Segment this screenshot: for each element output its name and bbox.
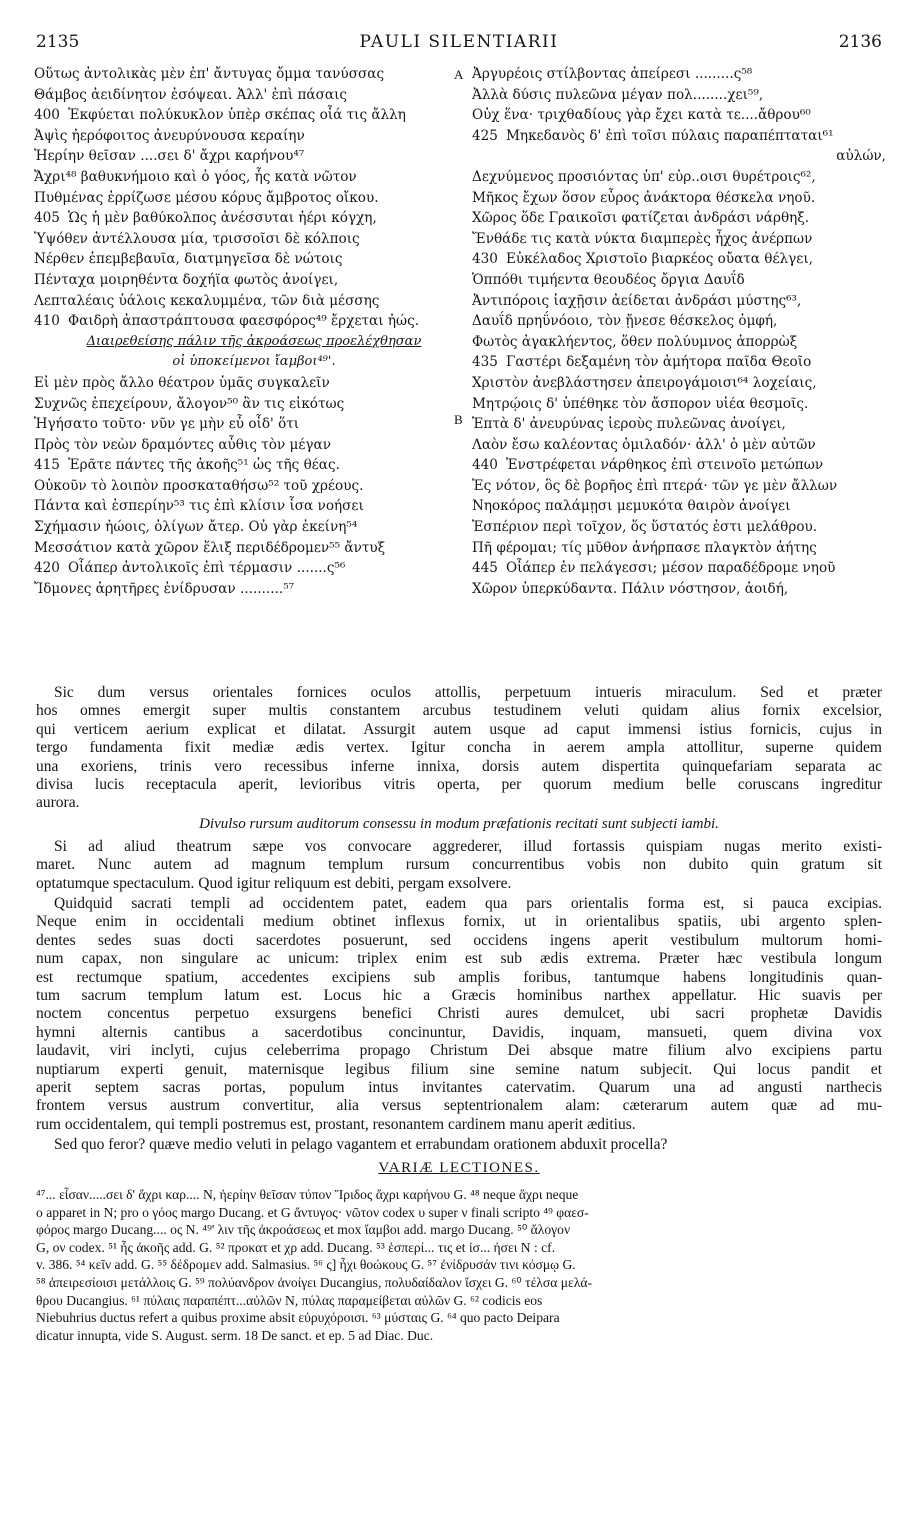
- verse-line: [34, 64, 474, 85]
- latin-translation-paragraph-1: [36, 684, 882, 813]
- verse-line: [34, 373, 474, 394]
- text-line: aurora.: [36, 794, 80, 812]
- verse-line: [34, 291, 474, 312]
- text-line: tergo fundamenta fixit mediæ ædis vertex. Igitur concha in aerem ampla attollitur, superne quidem: [36, 739, 882, 757]
- verse-text: Ἐς νότον, ὃς δὲ βορῆος ἐπὶ πτερά· τῶν γε μὲν ἄλλων: [472, 477, 838, 494]
- right-verse-column: [472, 64, 886, 599]
- text-line: Sic dum versus orientales fornices oculos attollis, perpetuum intueris miraculum. Sed et præter: [54, 684, 882, 701]
- greek-verse-columns: [34, 64, 886, 672]
- greek-intertitle-line: οἱ ὑποκείμενοι ἴαμβοι⁴⁹'.: [172, 354, 336, 370]
- verse-number: 435: [472, 354, 498, 371]
- verse-number: 430: [472, 251, 498, 268]
- verse-text: Ἑπτὰ δ' ἀνευρύνας ἱεροὺς πυλεῶνας ἀνοίγει,: [472, 416, 786, 433]
- verse-line: [34, 208, 474, 229]
- verse-line: [472, 352, 886, 373]
- verse-text: Λεπταλέαις ὑάλοις κεκαλυμμένα, τῶν διὰ μέσσης: [34, 292, 380, 309]
- verse-text: Μεσσάτιον κατὰ χῶρον ἕλιξ περιδέδρομεν⁵⁵ ἄντυξ: [34, 539, 386, 556]
- verse-line: [472, 455, 886, 476]
- verse-line: [472, 476, 886, 497]
- latin-intertitle: Divulso rursum auditorum consessu in modum præfationis recitati sunt subjecti iambi.: [199, 816, 719, 832]
- verse-text: Πῆ φέρομαι; τίς μῦθον ἀνήρπασε πλαγκτὸν ἀήτης: [472, 539, 817, 556]
- variant-reading-line: v. 386. ⁵⁴ κεῖν add. G. ⁵⁵ δέδρομεν add. Salmasius. ⁵⁶ ς] ἦχι θοώκους G. ⁵⁷ ἐνίδρυσάν τινι κόσμῳ G.: [36, 1257, 576, 1273]
- verse-line: [472, 85, 886, 106]
- verse-number: 420: [34, 560, 60, 577]
- text-line: Si ad aliud theatrum sæpe vos convocare aggrederer, illud fortassis quispiam nugas merito existi-: [54, 838, 882, 855]
- variae-lectiones-notes: [36, 1186, 882, 1344]
- verse-text: Φαιδρὴ ἀπαστράπτουσα φαεσφόρος⁴⁹ ἔρχεται ἠώς.: [68, 313, 420, 330]
- variant-reading-line: G, ον codex. ⁵¹ ἧς ἀκοῆς add. G. ⁵² προκατ et χρ add. Ducang. ⁵³ ἑσπερί... τις et ἰσ... ἠσει N : cf.: [36, 1239, 556, 1255]
- text-line: Neque enim in occidentali medium obtinet inflexus fornix, ut in orientalibus spatiis, ubi argento splen-: [36, 913, 882, 931]
- verse-line: [34, 476, 474, 497]
- verse-text: Οἷάπερ ἀντολικοῖς ἐπὶ τέρμασιν .......ς⁵⁶: [68, 560, 346, 577]
- verse-text: Θάμβος ἀειδίνητον ἐσόψεαι. Ἀλλ' ἐπὶ πάσαις: [34, 86, 348, 103]
- verse-text: Οὐχ ἕνα· τριχθαδίους γὰρ ἔχει κατὰ τε....ἄθρου⁶⁰: [472, 107, 811, 124]
- verse-line: [34, 126, 474, 147]
- verse-line: [472, 558, 886, 579]
- text-line: nuptiarum experti genuit, maternisque legibus filium sine semine natum subjecit. Qui locus pandit et: [36, 1060, 882, 1078]
- verse-text: Ἑσπέριον περὶ τοῖχον, ὅς ὕστατός ἐστι μελάθρου.: [472, 519, 818, 536]
- verse-text: Ἀλλὰ δύσις πυλεῶνα μέγαν πολ........χει⁵⁹,: [472, 86, 764, 103]
- verse-number: 440: [472, 457, 498, 474]
- verse-text: Χῶρον ὑπερκύδαντα. Πάλιν νόστησον, ἀοιδή,: [472, 580, 789, 597]
- text-line: tum sacrum templum latum est. Locus hic a Græcis hominibus narthex appellatur. Hic suavis per: [36, 986, 882, 1004]
- verse-line: [472, 311, 886, 332]
- text-line: optatumque spectaculum. Quod igitur reliquum est debiti, pergam exsolvere.: [36, 874, 512, 892]
- verse-line: [34, 229, 474, 250]
- text-line: aperit septem sacras portas, populum intus invitantes catervatim. Quarum una ad angusti narthecis: [36, 1078, 882, 1096]
- latin-translation-paragraph-4: [36, 1136, 882, 1154]
- verse-line: [34, 435, 474, 456]
- verse-line: [34, 146, 474, 167]
- verse-text: Λαὸν ἔσω καλέοντας ὁμιλαδόν· ἀλλ' ὁ μὲν αὐτῶν: [472, 436, 816, 453]
- text-line: maret. Nunc autem ad magnum templum rursum concurrentibus vobis non dubito quin gratum sit: [36, 856, 882, 874]
- text-line: est rectumque spatium, accedentes excipiens sub amplis foribus, tantumque habens longitudinis quan-: [36, 968, 882, 986]
- verse-number: 415: [34, 457, 60, 474]
- text-line: divisa lucis receptacula aperit, levioribus vitris operta, per quorum medium belle coruscans ingreditur: [36, 775, 882, 793]
- verse-line: [472, 208, 886, 229]
- verse-text: Ἄχρι⁴⁸ βαθυκνήμοιο καὶ ὁ γόος, ἧς κατὰ νῶτον: [34, 168, 357, 185]
- verse-line: [472, 188, 886, 209]
- verse-text: Ὡς ἡ μὲν βαθύκολπος ἀνέσσυται ἠέρι κόγχη,: [68, 210, 377, 227]
- verse-text: Ἠερίην θεῖσαν ....σει δ' ἄχρι καρήνου⁴⁷: [34, 148, 305, 165]
- variant-reading-line: ⁵⁸ ἀπειρεσίοισι μετάλλοις G. ⁵⁹ πολύανδρον ἀνοίγει Ducangius, πολυδαίδαλον ἴσχει G. ⁶⁰ τέλσα μελά-: [36, 1274, 592, 1290]
- verse-line: [472, 538, 886, 559]
- running-header: [36, 32, 882, 56]
- verse-line: [472, 249, 886, 270]
- text-line: dentes sedes suas docti sacerdotes posuerunt, sed occidens ingens aperit vestibulum multorum homi-: [36, 931, 882, 949]
- text-line: noctem concentus perpetuo exsurgens benefici Christi aures demulcet, ubi sacri prophetæ Davidis: [36, 1005, 882, 1023]
- text-line: hymni alternis cantibus a sacerdotibus concinuntur, Davidis, inquam, mansueti, quem divina vox: [36, 1023, 882, 1041]
- verse-text: Χῶρος ὅδε Γραικοῖσι φατίζεται ἀνδράσι νάρθηξ.: [472, 210, 810, 227]
- text-line: Quidquid sacrati templi ad occidentem patet, eadem qua pars orientalis forma est, si pauca excipias.: [54, 895, 882, 912]
- verse-line: [472, 291, 886, 312]
- verse-text: Νηοκόρος παλάμῃσι μεμυκότα θαιρὸν ἀνοίγει: [472, 498, 791, 515]
- latin-translation-paragraph-2: [36, 838, 882, 893]
- verse-line: [34, 579, 474, 600]
- verse-line: [472, 579, 886, 600]
- verse-text: Ἀργυρέοις στίλβοντας ἀπείρεσι .........ς⁵⁸: [472, 66, 753, 82]
- verse-text: Ἴδμονες ἀρητῆρες ἐνίδρυσαν ..........⁵⁷: [34, 580, 295, 597]
- verse-text: Ἡγήσατο τοῦτο· νῦν γε μὴν εὖ οἶδ' ὅτι: [34, 416, 300, 433]
- verse-text: Δαυΐδ πρηΰνόοιο, τὸν ᾔνεσε θέσκελος ὀμφή,: [472, 313, 778, 330]
- text-line: qui verticem aerium explicat et dilatat. Assurgit autem usque ad caput immensi istius fornicis, cujus in: [36, 720, 882, 738]
- verse-line: [472, 517, 886, 538]
- verse-text: Οὐκοῦν τὸ λοιπὸν προσκαταθήσω⁵² τοῦ χρέους.: [34, 477, 364, 494]
- verse-line: [34, 85, 474, 106]
- verse-text: αὐλών,: [836, 148, 886, 165]
- verse-text: Δεχνύμενος προσιόντας ὑπ' εὐρ..οισι θυρέτροις⁶²,: [472, 168, 816, 185]
- text-line: num capax, non singulare ac unicum: triplex enim est sub ædis extrema. Præter hæc vestibula longum: [36, 950, 882, 968]
- greek-intertitle-line: Διαιρεθείσης πάλιν τῆς ἀκροάσεως προελέχθησαν: [86, 333, 422, 349]
- verse-line: [472, 167, 886, 188]
- verse-line: [34, 105, 474, 126]
- verse-text: Ἐνστρέφεται νάρθηκος ἐπὶ στεινοῖο μετώπων: [506, 457, 824, 474]
- verse-text: Συχνῶς ἐπεχείρουν, ἄλογον⁵⁰ ἂν τις εἰκότως: [34, 395, 345, 412]
- verse-text: Μηκεδανὸς δ' ἐπὶ τοῖσι πύλαις παραπέπταται⁶¹: [506, 127, 834, 144]
- verse-line: [472, 270, 886, 291]
- variant-reading-line: ⁴⁷... εἶσαν.....σει δ' ἄχρι καρ.... N, ἠερίην θεῖσαν τύπον Ἴριδος ἄχρι καρήνου G. ⁴⁸ neque ἄχρι neque: [36, 1187, 579, 1202]
- verse-line: [472, 229, 886, 250]
- verse-text: Ὑψόθεν ἀντέλλουσα μία, τρισσοῖσι δὲ κόλποις: [34, 230, 360, 247]
- variant-reading-line: ο apparet in N; pro ο γόος margo Ducang. et G ἄντυγος· νῶτον codex υ super ν finali scripto ⁴⁹ φαεσ-: [36, 1204, 589, 1220]
- verse-line: [34, 496, 474, 517]
- verse-text: Ἐκφύεται πολύκυκλον ὑπὲρ σκέπας οἷά τις ἄλλη: [68, 107, 406, 124]
- verse-text: Ἀψὶς ἠερόφοιτος ἀνευρύνουσα κεραίην: [34, 127, 305, 144]
- verse-line: [472, 105, 886, 126]
- verse-line: [34, 167, 474, 188]
- verse-line: [472, 64, 886, 85]
- verse-line: [34, 414, 474, 435]
- verse-number: 400: [34, 107, 60, 124]
- verse-text: Οἷάπερ ἐν πελάγεσσι; μέσον παραδέδρομε νηοῦ: [506, 560, 836, 577]
- verse-text: Εὐκέλαδος Χριστοῖο βιαρκέος οὔατα θέλγει,: [506, 251, 813, 268]
- verse-text: Χριστὸν ἀνεβλάστησεν ἀπειρογάμοισι⁶⁴ λοχείαις,: [472, 374, 817, 391]
- verse-text: Πάντα καὶ ἑσπερίην⁵³ τις ἐπὶ κλίσιν ἶσα νοήσει: [34, 498, 364, 515]
- verse-line: [34, 538, 474, 559]
- verse-line: [34, 270, 474, 291]
- text-line: rum occidentalem, qui templi postremus est, prostant, resonantem cardinem manu aperit æditius.: [36, 1115, 636, 1133]
- verse-line: [34, 517, 474, 538]
- verse-line: [34, 394, 474, 415]
- text-line: una exoriens, trinis vero recessibus inferne innixa, dorsis autem dispertita quinquefariam separata ac: [36, 757, 882, 775]
- variae-lectiones-heading: VARIÆ LECTIONES.: [378, 1160, 540, 1176]
- text-line: hos omnes emergit super multis constantem arcubus testudinem veluti quidam alius fornix excelsior,: [36, 702, 882, 720]
- verse-line: [472, 394, 886, 415]
- verse-number: 410: [34, 313, 60, 330]
- verse-line: [472, 332, 886, 353]
- text-line: Sed quo feror? quæve medio veluti in pelago vagantem et errabundam orationem abduxit procella?: [54, 1136, 668, 1153]
- verse-line: [34, 311, 474, 332]
- text-line: laudavit, viri inclyti, cujus celeberrima propago Christum Dei absque matre filium alvo excipiens partu: [36, 1042, 882, 1060]
- verse-line: [472, 496, 886, 517]
- verse-number: 445: [472, 560, 498, 577]
- verse-text: Φωτὸς ἀγακλήεντος, ὅθεν πολύυμνος ἀπορρὼξ: [472, 333, 798, 350]
- verse-text: Πρὸς τὸν νεὼν δραμόντες αὖθις τὸν μέγαν: [34, 436, 331, 453]
- verse-text: Μητρῴοις δ' ὑπέθηκε τὸν ἄσπορον υἱέα θεσμοῖς.: [472, 395, 809, 412]
- verse-text: Γαστέρι δεξαμένη τὸν ἀμήτορα παῖδα Θεοῖο: [506, 354, 812, 371]
- left-verse-column: [34, 64, 474, 599]
- verse-line: [472, 146, 886, 167]
- variant-reading-line: dicatur innupta, vide S. August. serm. 18 De sanct. et ep. 5 ad Diac. Duc.: [36, 1327, 434, 1343]
- verse-number: 425: [472, 127, 498, 144]
- verse-line: [34, 558, 474, 579]
- page-number-left: 2135: [36, 32, 80, 52]
- verse-line: [472, 373, 886, 394]
- page-number-right: 2136: [838, 32, 882, 52]
- verse-number: 405: [34, 210, 60, 227]
- verse-text: Εἰ μὲν πρὸς ἄλλο θέατρον ὑμᾶς συγκαλεῖν: [34, 374, 330, 391]
- verse-text: Νέρθεν ἐπεμβεβαυῖα, διατμηγεῖσα δὲ νώτοις: [34, 251, 343, 268]
- margin-letter-b: B: [454, 412, 463, 427]
- verse-text: Ἐρᾶτε πάντες τῆς ἀκοῆς⁵¹ ὡς τῆς θέας.: [68, 457, 340, 474]
- verse-text: Ἀντιπόροις ἰαχῇσιν ἀείδεται ἀνδράσι μύστης⁶³,: [472, 292, 802, 309]
- text-line: frontem versus austrum convertitur, alia versus septentrionalem alam: cæterarum autem quæ ad mu-: [36, 1097, 882, 1115]
- verse-line: [472, 126, 886, 147]
- variant-reading-line: θρου Ducangius. ⁶¹ πύλαις παραπέπτ...αὐλῶν N, πύλας παραμείβεται αὐλῶν G. ⁶² codicis eos: [36, 1292, 543, 1308]
- margin-letter-a: A: [454, 67, 464, 82]
- latin-translation-paragraph-3: [36, 895, 882, 1134]
- verse-text: Πένταχα μοιρηθέντα δοχήϊα φωτὸς ἀνοίγει,: [34, 271, 339, 288]
- verse-text: Πυθμένας ἐρρίζωσε μέσου κόρυς ἄμβροτος οἴκου.: [34, 189, 379, 206]
- verse-text: Οὕτως ἀντολικὰς μὲν ἐπ' ἄντυγας ὄμμα τανύσσας: [34, 66, 385, 82]
- variant-reading-line: Niebuhrius ductus refert a quibus proxime absit εὐρυχόροισι. ⁶³ μύσταις G. ⁶⁴ quo pacto Deipara: [36, 1310, 560, 1326]
- variant-reading-line: φόρος margo Ducang.... ος N. ⁴⁹' λιν τῆς ἀκροάσεως et mox ἴαμβοι add. margo Ducang. ⁵⁰ ἄλογον: [36, 1222, 571, 1238]
- verse-line: [472, 435, 886, 456]
- running-title: PAULI SILENTIARII: [359, 32, 559, 52]
- verse-line: [34, 188, 474, 209]
- verse-line: [34, 455, 474, 476]
- verse-line: [34, 249, 474, 270]
- verse-text: Μῆκος ἔχων ὅσον εὖρος ἀνάκτορα θέσκελα νηοῦ.: [472, 189, 816, 206]
- verse-text: Ἔνθάδε τις κατὰ νύκτα διαμπερὲς ἦχος ἀνέρπων: [472, 230, 813, 247]
- verse-text: Σχήμασιν ἠώοις, ὀλίγων ἄτερ. Οὐ γὰρ ἐκείνη⁵⁴: [34, 519, 358, 536]
- verse-line: [472, 414, 886, 435]
- verse-text: Ὁππόθι τιμήεντα θεουδέος ὄργια Δαυΐδ: [472, 271, 745, 288]
